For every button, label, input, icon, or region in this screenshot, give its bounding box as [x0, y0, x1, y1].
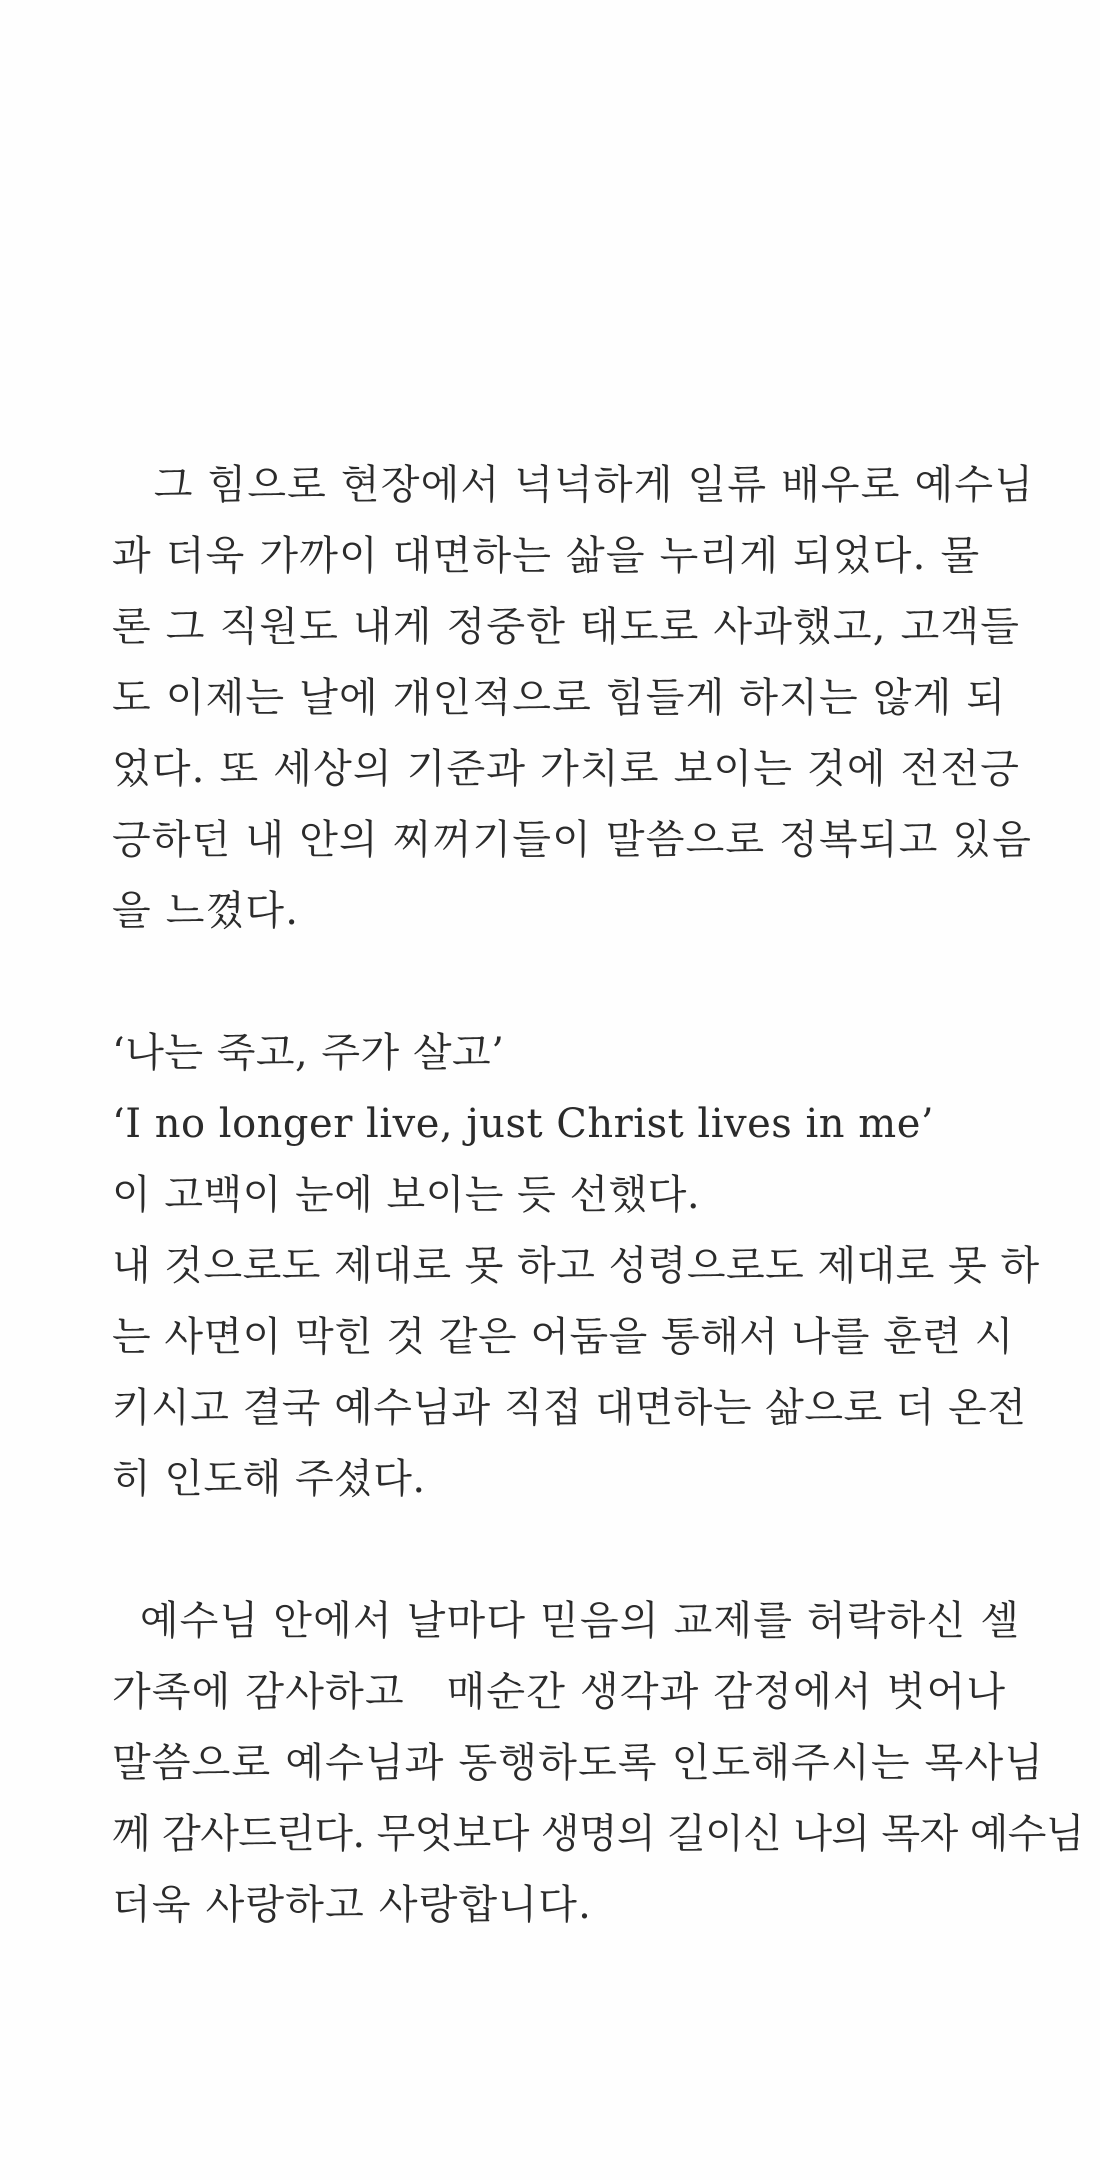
paragraph-line: 키시고 결국 예수님과 직접 대면하는 삶으로 더 온전	[112, 1385, 1027, 1431]
paragraph-line: 었다. 또 세상의 기준과 가치로 보이는 것에 전전긍	[112, 746, 1021, 792]
paragraph-line: 과 더욱 가까이 대면하는 삶을 누리게 되었다. 물	[112, 533, 981, 579]
confession-english: ‘I no longer live, just Christ lives in me’	[112, 1101, 935, 1147]
paragraph-line: 가족에 감사하고 매순간 생각과 감정에서 벗어나	[112, 1669, 1007, 1715]
paragraph-line: 히 인도해 주셨다.	[112, 1456, 426, 1502]
paragraph-line: 을 느꼈다.	[112, 888, 300, 934]
paragraph-line: 론 그 직원도 내게 정중한 태도로 사과했고, 고객들	[112, 604, 1021, 650]
paragraph-line: 예수님 안에서 날마다 믿음의 교제를 허락하신 셀	[112, 1598, 1021, 1644]
paragraph-line: 께 감사드린다. 무엇보다 생명의 길이신 나의 목자 예수님	[112, 1811, 1084, 1857]
paragraph-line: 는 사면이 막힌 것 같은 어둠을 통해서 나를 훈련 시	[112, 1314, 1014, 1360]
paragraph-3	[112, 1586, 1084, 1941]
confession-korean: ‘나는 죽고, 주가 살고’	[112, 1030, 505, 1076]
paragraph-2	[112, 1018, 1040, 1515]
paragraph-spacer	[112, 1515, 992, 1586]
paragraph-line: 이 고백이 눈에 보이는 듯 선했다.	[112, 1172, 701, 1218]
paragraph-line: 도 이제는 날에 개인적으로 힘들게 하지는 않게 되	[112, 675, 1007, 721]
paragraph-spacer	[112, 947, 992, 1018]
article-body	[112, 450, 1084, 1941]
paragraph-line: 내 것으로도 제대로 못 하고 성령으로도 제대로 못 하	[112, 1243, 1040, 1289]
paragraph-line: 더욱 사랑하고 사랑합니다.	[112, 1882, 592, 1928]
paragraph-line: 그 힘으로 현장에서 넉넉하게 일류 배우로 예수님	[112, 462, 1035, 508]
paragraph-line: 말씀으로 예수님과 동행하도록 인도해주시는 목사님	[112, 1740, 1045, 1786]
paragraph-1	[112, 450, 1035, 947]
paragraph-line: 긍하던 내 안의 찌꺼기들이 말씀으로 정복되고 있음	[112, 817, 1033, 863]
